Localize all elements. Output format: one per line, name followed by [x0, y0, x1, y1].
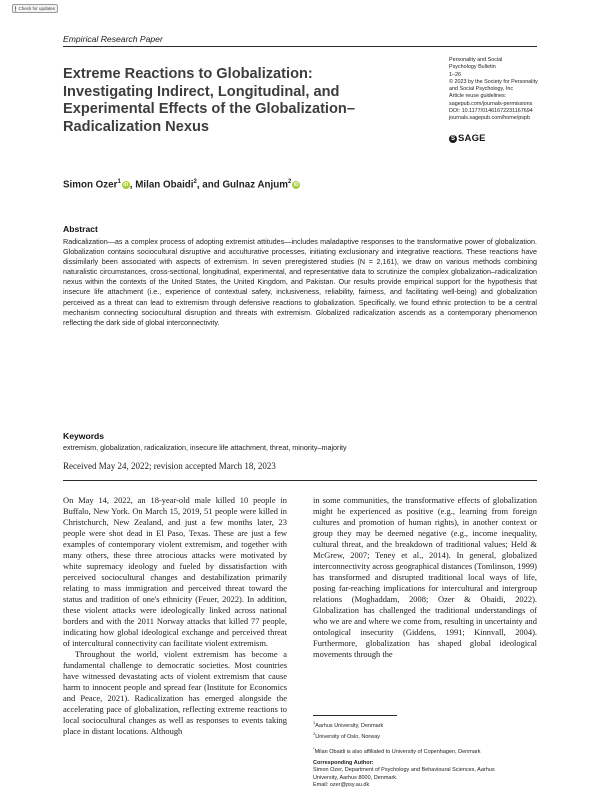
reuse-guidelines-link[interactable]: Article reuse guidelines:: [449, 93, 507, 100]
keywords-text: extremism, globalization, radicalization, insecure life attachment, threat, minority–majority: [63, 443, 347, 452]
journal-home-link[interactable]: journals.sagepub.com/home/pspb: [449, 115, 530, 122]
author-separator: , and: [196, 179, 223, 191]
journal-info-line: Personality and Social: [449, 57, 503, 63]
author-name: Milan Obaidi: [135, 179, 194, 191]
crossmark-icon: [15, 6, 16, 12]
journal-info: [449, 57, 569, 123]
body-column-right: [313, 495, 537, 660]
journal-info-line: 1–26: [449, 71, 461, 78]
article-title: Extreme Reactions to Globalization: Investigating Indirect, Longitudinal, and Experimental Effects of the Globalization–Radicalization Nexus: [63, 66, 355, 135]
journal-info-line: Psychology Bulletin: [449, 64, 496, 71]
check-for-updates-label: Check for updates: [18, 6, 55, 11]
orcid-icon[interactable]: iD: [123, 182, 129, 189]
body-paragraph: Throughout the world, violent extremism has become a fundamental challenge to democratic societies. Most countries have witnessed devastating acts of violent extremism that cause harm to innocent people and spread fear (Institute for Economics and Peace, 2021). Radicalization has emerged alongside the accelerating pace of globalization, reflecting extreme reactions to local sociocultural changes as well as responses to events taking place in distant locations. Although: [63, 649, 287, 736]
publisher-name: SAGE: [458, 133, 486, 144]
author-name: Simon Ozer: [63, 179, 118, 191]
journal-info-line: and Social Psychology, Inc: [449, 86, 514, 93]
affiliation: $^2$University of Oslo, Norway: [313, 731, 381, 740]
footnotes: [313, 719, 543, 789]
journal-info-line: © 2023 by the Society for Personality: [449, 78, 538, 85]
corresponding-author-line: Simon Ozer, Department of Psychology and Behavioural Sciences, Aarhus: [313, 767, 495, 774]
corresponding-author-heading: Corresponding Author:: [313, 760, 374, 767]
article-type: Empirical Research Paper: [63, 34, 163, 44]
abstract-text: Radicalization—as a complex process of adopting extremist attitudes—includes maladaptive responses to the transformative power of globalization. Globalization contains sociocultural disruptive and acculturative processes, initiating exclusionary and integrative reactions. These reactions have dissimilarly been associated with aspects of extremism. In seven preregistered studies (N = 2,161), we draw on various methods combining naturalistic circumstances, cross-sectional, longitudinal, experimental, and representative data to scrutinize the complex globalization–radicalization nexus within the contexts of the United States, the United Kingdom, and Pakistan. Our results provide empirical support for the hypothesis that insecure life attachment (i.e., experience of contextual safety, inclusiveness, reliability, fairness, and facilitating well-being) and globalization perceived as a threat can lead to extremism through defensive reactions to globalization. Specifically, we found ethnic protection to be a central mechanism connecting sociocultural disruption and threats with extremism. Globalized radicalization ascends as a contemporary phenomenon reflecting the dark side of global interconnectivity.: [63, 237, 537, 327]
abstract-divider: [63, 480, 537, 481]
affiliation: $^1$Aarhus University, Denmark: [313, 720, 384, 729]
doi-link[interactable]: DOI: 10.1177/01461672231167694: [449, 108, 533, 115]
permissions-link[interactable]: sagepub.com/journals-permissions: [449, 100, 533, 107]
author-affiliation-mark: 1: [117, 179, 121, 185]
author-name: Gulnaz Anjum: [222, 179, 288, 191]
author-affiliation-mark: 2: [193, 179, 197, 185]
author-affiliation-mark: 2: [287, 179, 292, 185]
corresponding-author-email[interactable]: Email: ozer@psy.au.dk: [313, 781, 370, 788]
body-paragraph: On May 14, 2022, an 18-year-old male killed 10 people in Buffalo, New York. On March 15, 2019, 51 people were killed in Christchurch, New Zealand, and just a few months later, 23 people were shot dead in El Paso, Texas. These are just a few examples of contemporary violent extremism, and together with many others, these three atrocious attacks were motivated by white supremacy ideology and fueled by dissatisfaction with perceived sociocultural changes and destabilization primarily relating to mass immigration and perceived threat toward the status and tradition of one's ethnicity (Feuer, 2022). In addition, these violent attacks were ideologically linked across national borders and with the 2011 Norway attacks that killed 77 people, indicating how global ideological exchange and perceived threat of intercultural connectivity can facilitate violent extremism.: [63, 495, 287, 648]
keywords-heading: Keywords: [63, 431, 105, 441]
publisher-logo: [449, 133, 486, 144]
body-paragraph: in some communities, the transformative effects of globalization might be experienced as positive (e.g., learning from foreign cultures and promotion of human rights), in another context or group they may be deemed negative (e.g., income inequality, cultural threat, and the breakdown of traditional values; Held & McGrew, 2007; Teney et al., 2014). In general, globalized interconnectivity across geographical distances (Tomlinson, 1999) has transformed and disrupted traditional local ways of life, posing far-reaching implications for intercultural and intergroup relations (Moghaddam, 2008; Ozer & Obaidi, 2022). Globalization has challenged the traditional understandings of who we are and where we come from, resulting in uncertainty and ontological insecurity (Giddens, 1991; Kinnvall, 2004). Furthermore, globalization has shaped global ideological movements through the: [313, 495, 537, 659]
affiliation-note: *Milan Obaidi is also affiliated to University of Copenhagen, Denmark: [313, 746, 481, 755]
body-column-left: [63, 495, 287, 737]
orcid-icon[interactable]: iD: [293, 182, 299, 189]
received-date: Received May 24, 2022; revision accepted March 18, 2023: [63, 461, 276, 471]
header-divider: [63, 46, 537, 47]
corresponding-author-line: University, Aarhus 8000, Denmark.: [313, 774, 398, 781]
author-separator: ,: [129, 179, 136, 191]
author-list: [63, 179, 300, 190]
sage-logo-icon: S: [450, 135, 455, 142]
abstract-heading: Abstract: [63, 224, 98, 234]
check-for-updates-badge[interactable]: [12, 4, 58, 13]
footnote-divider: [313, 715, 397, 716]
